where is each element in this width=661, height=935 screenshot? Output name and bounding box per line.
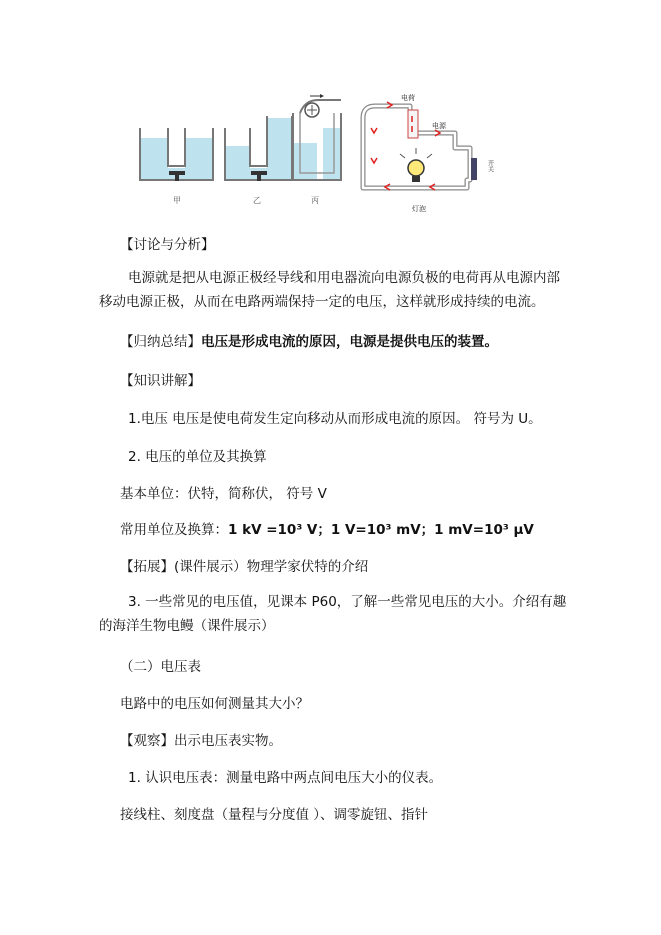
observe-line: 【观察】出示电压表实物。 (120, 733, 282, 749)
electric-circuit (363, 102, 477, 190)
knowledge-heading: 【知识讲解】 (120, 373, 201, 389)
voltage-units-heading: 2. 电压的单位及其换算 (128, 449, 267, 465)
vessel-bing (293, 94, 341, 180)
summary-text: 电压是形成电流的原因，电源是提供电压的装置。 (201, 334, 498, 350)
discussion-paragraph (99, 266, 569, 314)
common-voltage-line-2: 的海洋生物电鳗（课件展示） (99, 618, 275, 634)
conversion-label: 常用单位及换算： (120, 522, 228, 538)
measure-question: 电路中的电压如何测量其大小？ (120, 696, 309, 712)
water-circuit-analogy-figure (135, 88, 505, 218)
discussion-heading: 【讨论与分析】 (120, 237, 215, 253)
label-bing: 丙 (311, 196, 319, 205)
voltmeter-intro: 1. 认识电压表：测量电路中两点间电压大小的仪表。 (128, 770, 443, 786)
voltmeter-parts: 接线柱、刻度盘（量程与分度值 ）、调零旋钮、指针 (120, 807, 429, 823)
voltmeter-section-heading: （二）电压表 (120, 659, 201, 675)
summary-line (120, 333, 498, 351)
summary-label: 【归纳总结】 (120, 334, 201, 350)
unit-conversion-line (120, 521, 534, 539)
discussion-line-2: 移动电源正极，从而在电路两端保持一定的电压，这样就形成持续的电流。 (99, 294, 545, 310)
basic-unit-line: 基本单位：伏特，简称伏， 符号 V (120, 486, 327, 502)
label-yi: 乙 (253, 196, 261, 205)
common-voltage-line-1: 3. 一些常见的电压值，见课本 P60，了解一些常见电压的大小。介绍有趣 (128, 594, 567, 610)
extension-line: 【拓展】(课件展示）物理学家伏特的介绍 (120, 559, 369, 575)
common-voltage-paragraph (99, 590, 569, 638)
voltage-definition: 1.电压 电压是使电荷发生定向移动从而形成电流的原因。 符号为 U。 (128, 411, 542, 427)
label-source: 电源 (432, 122, 446, 130)
discussion-line-1: 电源就是把从电源正极经导线和用电器流向电源负极的电荷再从电源内部 (128, 270, 560, 286)
vessel-jia (140, 128, 213, 181)
conversion-text: 1 kV =10³ V；1 V=10³ mV；1 mV=10³ μV (228, 522, 534, 538)
label-switch: 开关 (486, 160, 494, 172)
label-charge: 电荷 (401, 94, 415, 102)
vessel-yi (225, 116, 292, 181)
label-bulb: 灯泡 (412, 205, 426, 213)
label-jia: 甲 (173, 196, 181, 205)
